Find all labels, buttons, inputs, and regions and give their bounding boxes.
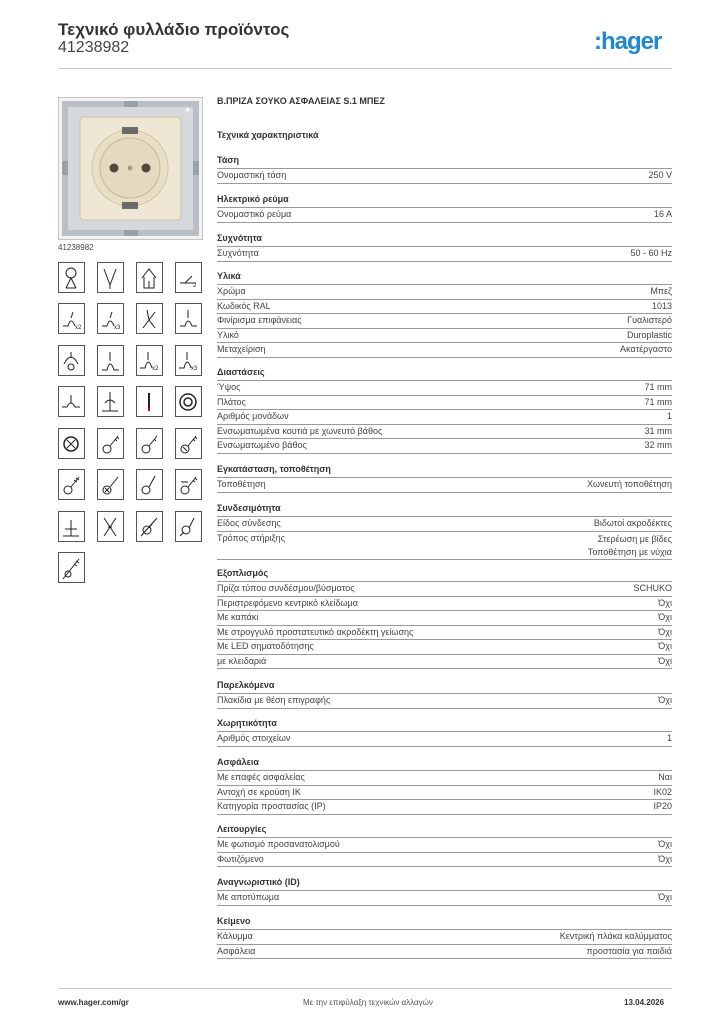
product-name: Β.ΠΡΙΖΑ ΣΟΥΚΟ ΑΣΦΑΛΕΙΑΣ S.1 ΜΠΕΖ	[217, 96, 385, 106]
footer-website-link[interactable]: www.hager.com/gr	[58, 998, 129, 1007]
spec-value: Βιδωτοί ακροδέκτες	[593, 518, 672, 528]
spec-label: Με LED σηματοδότησης	[217, 641, 314, 651]
switch-2-icon	[175, 262, 202, 293]
spec-row	[217, 395, 672, 409]
socket-base-icon	[58, 511, 85, 542]
spec-label: Αριθμός μονάδων	[217, 411, 289, 421]
spec-row	[217, 424, 672, 438]
spec-label: Πρίζα τύπου συνδέσμου/βύσματος	[217, 583, 355, 593]
spec-row	[217, 581, 672, 595]
svg-text:2: 2	[193, 283, 197, 289]
spec-label: Κωδικός RAL	[217, 300, 271, 311]
house-symbol-icon	[136, 262, 163, 293]
spec-group-end-line	[217, 814, 672, 815]
key-crossed-3-icon	[58, 469, 85, 500]
spec-value: 1	[666, 411, 672, 421]
spec-value: Χωνευτή τοποθέτηση	[586, 479, 672, 489]
spec-label: Με αποτύπωμα	[217, 892, 280, 902]
spec-row	[217, 610, 672, 624]
spec-row	[217, 731, 672, 745]
spec-value: Όχι	[658, 853, 672, 864]
circuit-socket-icon	[58, 386, 85, 417]
spec-value: Όχι	[658, 626, 672, 637]
key-slash-2-icon	[175, 511, 202, 542]
spec-label: Αντοχή σε κρούση ΙΚ	[217, 786, 301, 797]
socket-single-icon	[97, 345, 124, 376]
image-caption-code: 41238982	[58, 243, 94, 252]
key-icon	[136, 428, 163, 459]
spec-group-title: Παρελκόμενα	[217, 680, 275, 690]
spec-value: 16 A	[653, 209, 672, 219]
spec-row	[217, 342, 672, 356]
key-crossed-2-icon	[175, 428, 202, 459]
spec-row	[217, 207, 672, 221]
spec-value: 71 mm	[644, 396, 672, 407]
spec-group-title: Συχνότητα	[217, 233, 262, 243]
spec-group-title: Εξοπλισμός	[217, 568, 269, 578]
spec-row	[217, 596, 672, 610]
spec-label: με κλειδαριά	[217, 655, 267, 666]
spec-value: 50 - 60 Hz	[630, 248, 672, 258]
spec-value: Κεντρική πλάκα καλύμματος	[559, 931, 672, 941]
spec-row	[217, 168, 672, 182]
spec-row	[217, 516, 672, 530]
key-slash-3-icon	[58, 552, 85, 583]
spec-value	[588, 533, 672, 559]
spec-group-title: Κείμενο	[217, 916, 251, 926]
spec-label: Με καπάκι	[217, 612, 259, 622]
spec-label: Ύψος	[217, 382, 241, 392]
spec-label: Τρόπος στήριξης	[217, 532, 286, 543]
spec-value: προστασία για παιδιά	[586, 945, 672, 956]
spec-row	[217, 639, 672, 653]
spec-group-end-line	[217, 708, 672, 709]
spec-row	[217, 837, 672, 851]
footer-note: Με την επιφύλαξη τεχνικών αλλαγών	[303, 998, 433, 1007]
spec-value: IK02	[653, 786, 672, 797]
spec-row	[217, 929, 672, 943]
spec-value: Ακατέργαστο	[620, 344, 672, 354]
spec-label: Με φωτισμό προσανατολισμού	[217, 839, 340, 849]
spec-value: Όχι	[658, 641, 672, 651]
spec-row	[217, 625, 672, 639]
spec-row	[217, 852, 672, 866]
socket-x2-icon	[136, 345, 163, 376]
two-way-switch-icon	[97, 262, 124, 293]
spec-row	[217, 890, 672, 904]
spec-label: Τοποθέτηση	[217, 479, 266, 489]
spec-value: 1	[666, 733, 672, 743]
socket-x3-icon	[175, 345, 202, 376]
spec-value: Ναι	[658, 772, 672, 782]
spec-group-end-line	[217, 746, 672, 747]
spec-row	[217, 380, 672, 394]
spec-row	[217, 654, 672, 668]
spec-value: Όχι	[658, 612, 672, 622]
spec-label: Είδος σύνδεσης	[217, 518, 281, 528]
spec-label: Κατηγορία προστασίας (IP)	[217, 801, 326, 811]
spec-label: Περιστρεφόμενο κεντρικό κλείδωμα	[217, 597, 358, 608]
specs-heading: Τεχνικά χαρακτηριστικά	[217, 130, 319, 140]
spec-group-title: Χωρητικότητα	[217, 718, 277, 728]
spec-row	[217, 328, 672, 342]
spec-label: Με στρογγυλό προστατευτικό ακροδέκτη γείωσης	[217, 626, 414, 637]
spec-group-title: Συνδεσιμότητα	[217, 503, 281, 513]
switch-x3-icon	[97, 303, 124, 334]
spec-label: Υλικό	[217, 329, 239, 340]
spec-row	[217, 246, 672, 260]
spec-row	[217, 409, 672, 423]
svg-text:x2: x2	[75, 325, 82, 331]
two-pole-switch-icon	[136, 303, 163, 334]
spec-label: Πλακίδια με θέση επιγραφής	[217, 695, 331, 705]
spec-label: Φωτιζόμενο	[217, 853, 264, 864]
spec-row	[217, 693, 672, 707]
spec-label: Ονομαστική τάση	[217, 170, 287, 180]
spec-group-title: Τάση	[217, 155, 240, 165]
spec-label: Χρώμα	[217, 286, 246, 296]
key-arrow-icon	[175, 469, 202, 500]
spec-group-end-line	[217, 453, 672, 454]
spec-group-title: Αναγνωριστικό (ID)	[217, 877, 300, 887]
spec-group-end-line	[217, 222, 672, 223]
spec-value: 250 V	[648, 170, 672, 180]
fuse-icon	[136, 386, 163, 417]
key-2-icon	[136, 469, 163, 500]
spec-label: Πλάτος	[217, 396, 246, 407]
key-crossed-4-icon	[97, 469, 124, 500]
spec-group-end-line	[217, 261, 672, 262]
spec-label: Ενσωματωμένα κουτιά με χωνευτό βάθος	[217, 425, 383, 436]
spec-group-end-line	[217, 559, 672, 560]
spec-value: IP20	[653, 801, 672, 811]
spec-group-end-line	[217, 492, 672, 493]
spec-value: Γυαλιστερό	[627, 315, 672, 325]
spec-group-title: Υλικά	[217, 271, 241, 281]
spec-value: Duroplastic	[626, 329, 672, 340]
spec-label: Συχνότητα	[217, 248, 259, 258]
spec-row	[217, 944, 672, 958]
crossed-circle-icon	[58, 428, 85, 459]
svg-text:x2: x2	[152, 366, 159, 372]
svg-text:x3: x3	[114, 325, 121, 331]
spec-group-title: Εγκατάσταση, τοποθέτηση	[217, 464, 331, 474]
spec-group-end-line	[217, 183, 672, 184]
crossed-switch-icon	[97, 511, 124, 542]
spec-label: Κάλυμμα	[217, 931, 253, 941]
spec-row	[217, 770, 672, 784]
key-crossed-icon	[97, 428, 124, 459]
svg-text:x3: x3	[191, 366, 198, 372]
footer-divider	[58, 988, 672, 989]
spec-label: Μεταχείριση	[217, 344, 266, 354]
spec-row	[217, 284, 672, 298]
spec-label: Με επαφές ασφαλείας	[217, 772, 305, 782]
spec-value: Όχι	[658, 695, 672, 705]
spec-value: 31 mm	[644, 425, 672, 436]
spec-value: Όχι	[658, 597, 672, 608]
spec-value: SCHUKO	[633, 583, 672, 593]
hager-logo	[594, 28, 674, 56]
footer-date: 13.04.2026	[624, 998, 665, 1007]
product-code: 41238982	[58, 39, 130, 56]
header-divider	[58, 68, 672, 69]
spec-value: Μπεζ	[650, 286, 672, 296]
spec-value-line: Τοποθέτηση με νύχια	[587, 546, 672, 557]
spec-label: Ενσωματωμένο βάθος	[217, 440, 307, 450]
spec-row	[217, 799, 672, 813]
spec-label: Αριθμός στοιχείων	[217, 733, 291, 743]
spec-row	[217, 299, 672, 313]
pushbutton-icon	[175, 303, 202, 334]
spec-group-title: Ασφάλεια	[217, 757, 259, 767]
spec-group-title: Ηλεκτρικό ρεύμα	[217, 194, 289, 204]
spec-value: 1013	[651, 300, 672, 311]
target-icon	[175, 386, 202, 417]
spec-label: Ασφάλεια	[217, 945, 256, 956]
spec-value: Όχι	[658, 892, 672, 902]
spec-group-title: Διαστάσεις	[217, 367, 265, 377]
product-image	[58, 97, 203, 240]
spec-value: Όχι	[658, 839, 672, 849]
spec-value-line: Στερέωση με βίδες	[597, 533, 672, 544]
spec-group-end-line	[217, 357, 672, 358]
spec-label: Φινίρισμα επιφάνειας	[217, 315, 302, 325]
key-slash-icon	[136, 511, 163, 542]
spec-row	[217, 438, 672, 452]
spec-label: Ονομαστικό ρεύμα	[217, 209, 292, 219]
spec-row	[217, 477, 672, 491]
svg-text:✦: ✦	[184, 106, 192, 116]
spec-row	[217, 313, 672, 327]
spec-group-end-line	[217, 958, 672, 959]
spec-row	[217, 785, 672, 799]
spec-row	[217, 531, 672, 559]
lamp-symbol-icon	[58, 262, 85, 293]
spec-value: Όχι	[658, 655, 672, 666]
switch-x2-icon	[58, 303, 85, 334]
earth-socket-icon	[97, 386, 124, 417]
page-title: Τεχνικό φυλλάδιο προϊόντος	[58, 20, 290, 39]
spec-group-end-line	[217, 668, 672, 669]
spec-group-end-line	[217, 905, 672, 906]
spec-value: 32 mm	[644, 440, 672, 450]
spec-value: 71 mm	[644, 382, 672, 392]
dimmer-icon	[58, 345, 85, 376]
spec-group-title: Λειτουργίες	[217, 824, 267, 834]
spec-group-end-line	[217, 866, 672, 867]
svg-text::hager: :hager	[594, 28, 662, 55]
